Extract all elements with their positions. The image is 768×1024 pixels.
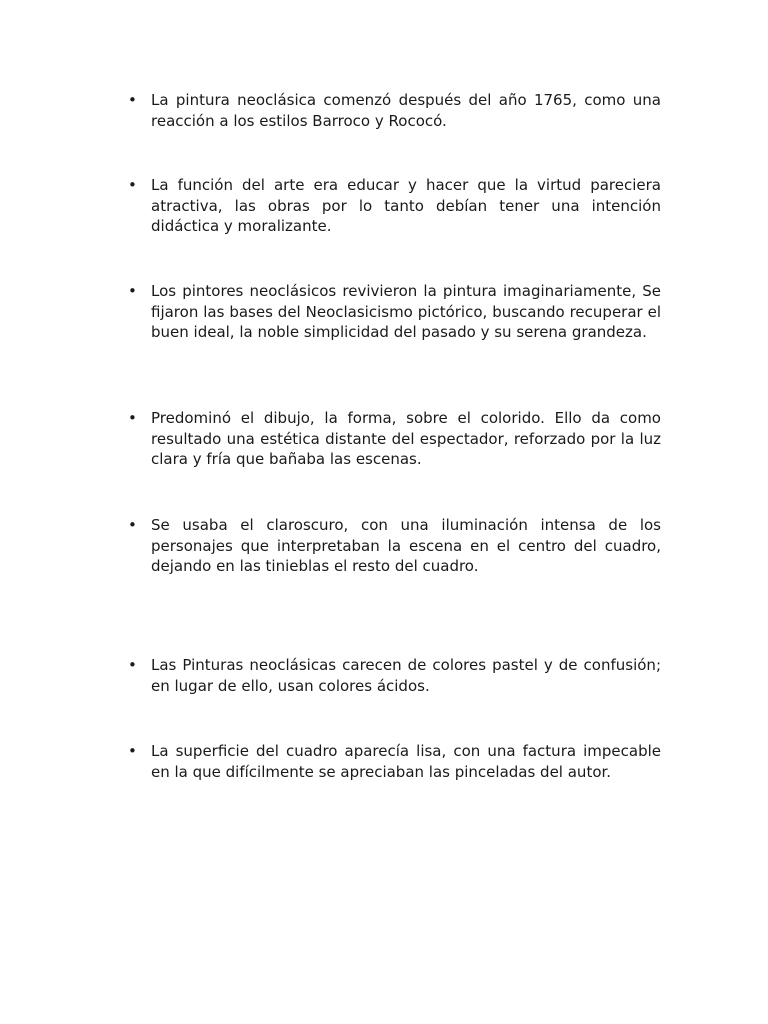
bullet-item [128,408,661,470]
bullet-icon: • [128,282,137,300]
bullet-text: Se usaba el claroscuro, con una iluminación intensa de los personajes que interpretaban la escena en el centro del cuadro, dejando en las tinieblas el resto del cuadro. [151,516,661,575]
bullet-text: La superficie del cuadro aparecía lisa, con una factura impecable en la que difícilmente se apreciaban las pinceladas del autor. [151,742,661,781]
bullet-icon: • [128,516,137,534]
bullet-icon: • [128,742,137,760]
bullet-text: Predominó el dibujo, la forma, sobre el colorido. Ello da como resultado una estética distante del espectador, reforzado por la luz clara y fría que bañaba las escenas. [151,409,661,468]
bullet-icon: • [128,656,137,674]
bullet-item [128,655,661,696]
bullet-item [128,281,661,343]
bullet-item [128,515,661,577]
bullet-item [128,175,661,237]
bullet-icon: • [128,409,137,427]
bullet-item [128,90,661,131]
bullet-icon: • [128,91,137,109]
bullet-text: Las Pinturas neoclásicas carecen de colores pastel y de confusión; en lugar de ello, usan colores ácidos. [151,656,661,695]
bullet-text: La función del arte era educar y hacer que la virtud pareciera atractiva, las obras por lo tanto debían tener una intención didáctica y moralizante. [151,176,661,235]
bullet-text: Los pintores neoclásicos revivieron la pintura imaginariamente, Se fijaron las bases del Neoclasicismo pictórico, buscando recuperar el buen ideal, la noble simplicidad del pasado y su serena grandeza. [151,282,661,341]
bullet-icon: • [128,176,137,194]
bullet-text: La pintura neoclásica comenzó después del año 1765, como una reacción a los estilos Barroco y Rococó. [151,91,661,130]
bullet-item [128,741,661,782]
